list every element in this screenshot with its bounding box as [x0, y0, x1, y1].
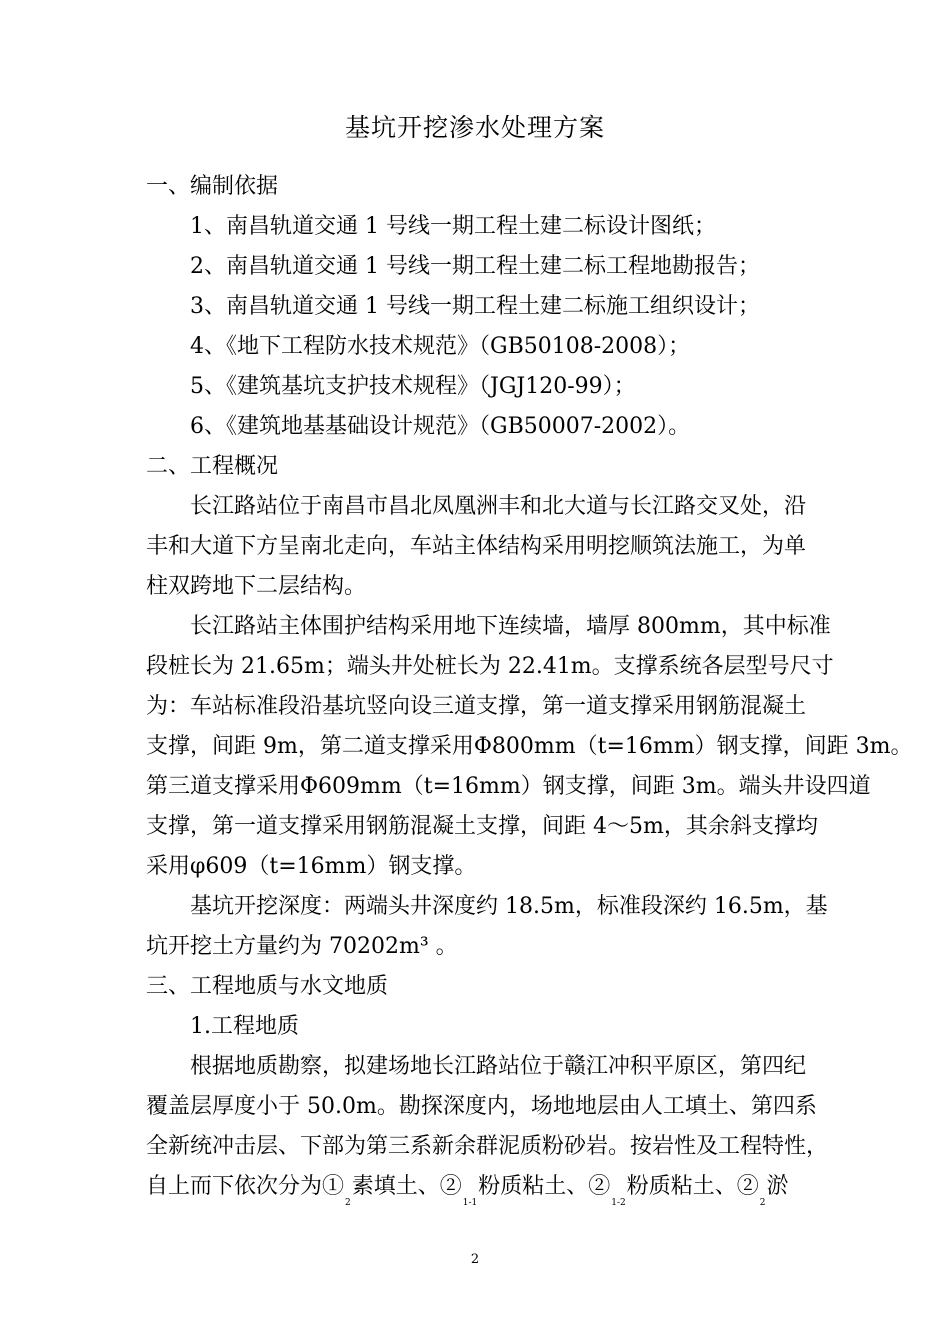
paragraph-line: 支撑，第一道支撑采用钢筋混凝土支撑，间距 4～5m，其余斜支撑均 — [146, 814, 818, 839]
paragraph-line: 段桩长为 21.65m；端头井处桩长为 22.41m。支撑系统各层型号尺寸 — [146, 654, 834, 679]
paragraph-line: 全新统冲击层、下部为第三系新余群泥质粉砂岩。按岩性及工程特性， — [146, 1134, 829, 1159]
subscript: 2 — [759, 1198, 766, 1208]
subsection-heading: 1.工程地质 — [190, 1014, 299, 1039]
text-run: 粉质粘土、② — [478, 1174, 611, 1199]
paragraph-line: 根据地质勘察，拟建场地长江路站位于赣江冲积平原区，第四纪 — [190, 1054, 807, 1079]
text-run: 淤 — [766, 1174, 789, 1199]
subscript: 1-2 — [611, 1198, 626, 1208]
section-heading-geology: 三、工程地质与水文地质 — [146, 974, 389, 999]
paragraph-line: 柱双跨地下二层结构。 — [146, 574, 367, 599]
section-heading-basis: 一、编制依据 — [146, 174, 279, 199]
paragraph-line-with-subscripts — [146, 1172, 789, 1206]
paragraph-line: 覆盖层厚度小于 50.0m。勘探深度内，场地地层由人工填土、第四系 — [146, 1094, 817, 1119]
paragraph-line: 支撑，间距 9m，第二道支撑采用Φ800mm（t=16mm）钢支撑，间距 3m。 — [146, 734, 913, 759]
subscript: 1-1 — [462, 1198, 478, 1208]
page-title: 基坑开挖渗水处理方案 — [344, 113, 605, 142]
basis-item: 1、南昌轨道交通 1 号线一期工程土建二标设计图纸； — [190, 214, 716, 239]
paragraph-line: 长江路站位于南昌市昌北凤凰洲丰和北大道与长江路交叉处，沿 — [190, 494, 807, 519]
paragraph-line: 长江路站主体围护结构采用地下连续墙，墙厚 800mm，其中标准 — [190, 614, 831, 639]
subscript: 2 — [345, 1198, 351, 1208]
paragraph-line: 采用φ609（t=16mm）钢支撑。 — [146, 854, 477, 879]
basis-item: 2、南昌轨道交通 1 号线一期工程土建二标工程地勘报告； — [190, 254, 760, 279]
page-number: 2 — [470, 1252, 480, 1267]
section-heading-overview: 二、工程概况 — [146, 454, 279, 479]
basis-item: 3、南昌轨道交通 1 号线一期工程土建二标施工组织设计； — [190, 294, 760, 319]
text-run: 粉质粘土、② — [626, 1174, 759, 1199]
paragraph-line: 第三道支撑采用Φ609mm（t=16mm）钢支撑，间距 3m。端头井设四道 — [146, 774, 871, 799]
paragraph-line: 丰和大道下方呈南北走向，车站主体结构采用明挖顺筑法施工，为单 — [146, 534, 807, 559]
paragraph-line: 为：车站标准段沿基坑竖向设三道支撑，第一道支撑采用钢筋混凝土 — [146, 694, 807, 719]
text-run: 自上而下依次分为① — [146, 1174, 345, 1199]
paragraph-line: 坑开挖土方量约为 70202m³ 。 — [146, 934, 458, 959]
text-run: 素填土、② — [351, 1174, 462, 1199]
basis-item: 4、《地下工程防水技术规范》（GB50108-2008）； — [190, 334, 691, 359]
paragraph-line: 基坑开挖深度：两端头井深度约 18.5m，标准段深约 16.5m，基 — [190, 894, 828, 919]
basis-item: 5、《建筑基坑支护技术规程》（JGJ120-99）； — [190, 374, 636, 399]
basis-item: 6、《建筑地基基础设计规范》（GB50007-2002）。 — [190, 414, 691, 439]
